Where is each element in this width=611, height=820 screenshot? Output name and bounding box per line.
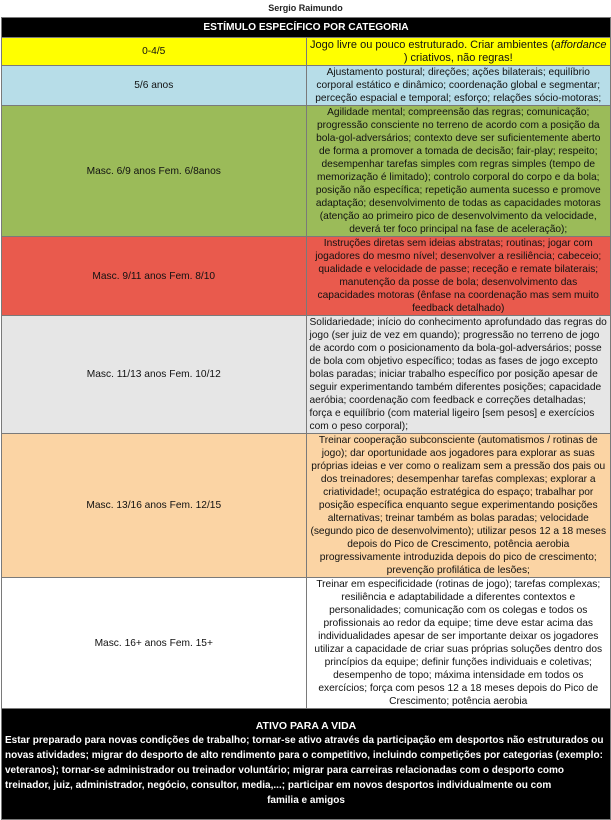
- category-row-13-16: [2, 434, 611, 578]
- age-label: Masc. 13/16 anos Fem. 12/15: [2, 434, 307, 578]
- age-label: 5/6 anos: [2, 66, 307, 106]
- active-life-cell: [2, 709, 611, 820]
- stimulus-text: Instruções diretas sem ideias abstratas; routinas; jogar com jogadores do mesmo nível; desenvolver a resiliência; cabeceio; qualidade e velocidade de passe; receção e remate bilaterais; manutenção da posse de bola; desenvolvimento das capacidades motoras (ênfase na coordenação mas sem muito feedback detalhado): [306, 237, 611, 316]
- category-row-0-5: [2, 38, 611, 66]
- stimulus-text: Jogo livre ou pouco estruturado. Criar ambientes (affordance ) criativos, não regras!: [306, 38, 611, 66]
- author-name: Sergio Raimundo: [268, 3, 343, 13]
- category-row-11-13: [2, 316, 611, 434]
- category-table: [1, 17, 611, 820]
- age-label: Masc. 16+ anos Fem. 15+: [2, 578, 307, 709]
- age-label: Masc. 6/9 anos Fem. 6/8anos: [2, 106, 307, 237]
- stimulus-text: Treinar cooperação subconsciente (automatismos / rotinas de jogo); dar oportunidade aos jogadores para explorar as suas próprias ideias e ver como o realizam sem a pressão dos pais ou dos treinadores; desempenhar tarefas complexas; explorar a criatividade!; ocupação estratégica do espaço; trabalhar por posição específica enquanto segue experimentando posições alternativas; treinar também as bolas paradas; velocidade (segundo pico de desenvolvimento); utilizar pesos 12 a 18 meses depois do Pico de Crescimento, potência aerobia progressivamente introduzida depois do pico de crescimento; prevenção profilática de lesões;: [306, 434, 611, 578]
- stimulus-text: Treinar em especificidade (rotinas de jogo); tarefas complexas; resiliência e adaptabilidade a diferentes contextos e personalidades; comunicação com os colegas e todos os profissionais ao redor da equipe; time deve estar acima das individualidades apesar de ser importante deixar os jogadores utilizar a capacidade de criar suas próprias soluções dentro dos princípios da equipe; definir funções individuais e coletivas; desempenho de topo; máxima intensidade em todos os exercícios; força com pesos 12 a 18 meses depois do Pico de Crescimento; potência aerobia: [306, 578, 611, 709]
- stimulus-text: Agilidade mental; compreensão das regras; comunicação; progressão consciente no terreno de acordo com a posição da bola-gol-adversários; contexto deve ser suficientemente aberto de forma a promover a tomada de decisão; fair-play; respeito; desempenhar tarefas simples com regras simples (tempo de memorização é limitado); controlo corporal do corpo e da bola; posição não específica; repetição aumenta sucesso e promove adaptação; desenvolvimento de todas as capacidades motoras (atenção ao primeiro pico de desenvolvimento da velocidade, deverá ter foco principal na fase de aceleração);: [306, 106, 611, 237]
- active-life-text: [5, 733, 607, 808]
- stimulus-text: Solidariedade; início do conhecimento aprofundado das regras do jogo (ser juiz de vez em quando); progressão no terreno de jogo de acordo com o posicionamento da bola-gol-adversários; posse de bola com objetivo específico; todas as fases de jogo excepto bolas paradas; iniciar trabalho específico por posição apesar de seguir experimentando também diferentes posições; capacidade aeróbia; coordenação com feedback e correções detalhadas; força e equilíbrio (com material ligeiro [sem pesos] e exercícios com o peso corporal);: [306, 316, 611, 434]
- stimulus-text: Ajustamento postural; direções; ações bilaterais; equilíbrio corporal estático e dinâmico; coordenação global e segmentar; perceção espacial e temporal; esforço; relações sócio-motoras;: [306, 66, 611, 106]
- category-row-6-9: [2, 106, 611, 237]
- category-row-5-6: [2, 66, 611, 106]
- age-label: Masc. 11/13 anos Fem. 10/12: [2, 316, 307, 434]
- active-life-end: familia e amigos: [267, 795, 345, 806]
- age-label: 0-4/5: [2, 38, 307, 66]
- active-life-body: Estar preparado para novas condições de trabalho; tornar-se ativo através da participação em desportos não estruturados ou novas atividades; migrar do desporto de alto rendimento para o competitivo, incluindo competições por categorias (exemplo: veteranos); tornar-se administrador ou treinador voluntário; migrar para carreiras relacionadas com o desporto como treinador, juiz, administrador, negócio, consultor, media,...; participar em novos desportos individualmente ou com: [5, 735, 604, 791]
- category-row-9-11: [2, 237, 611, 316]
- table-header-row: [2, 18, 611, 38]
- active-life-title: ATIVO PARA A VIDA: [255, 720, 357, 732]
- table-title: ESTÍMULO ESPECÍFICO POR CATEGORIA: [2, 18, 611, 38]
- active-life-row: [2, 709, 611, 820]
- category-row-16-plus: [2, 578, 611, 709]
- age-label: Masc. 9/11 anos Fem. 8/10: [2, 237, 307, 316]
